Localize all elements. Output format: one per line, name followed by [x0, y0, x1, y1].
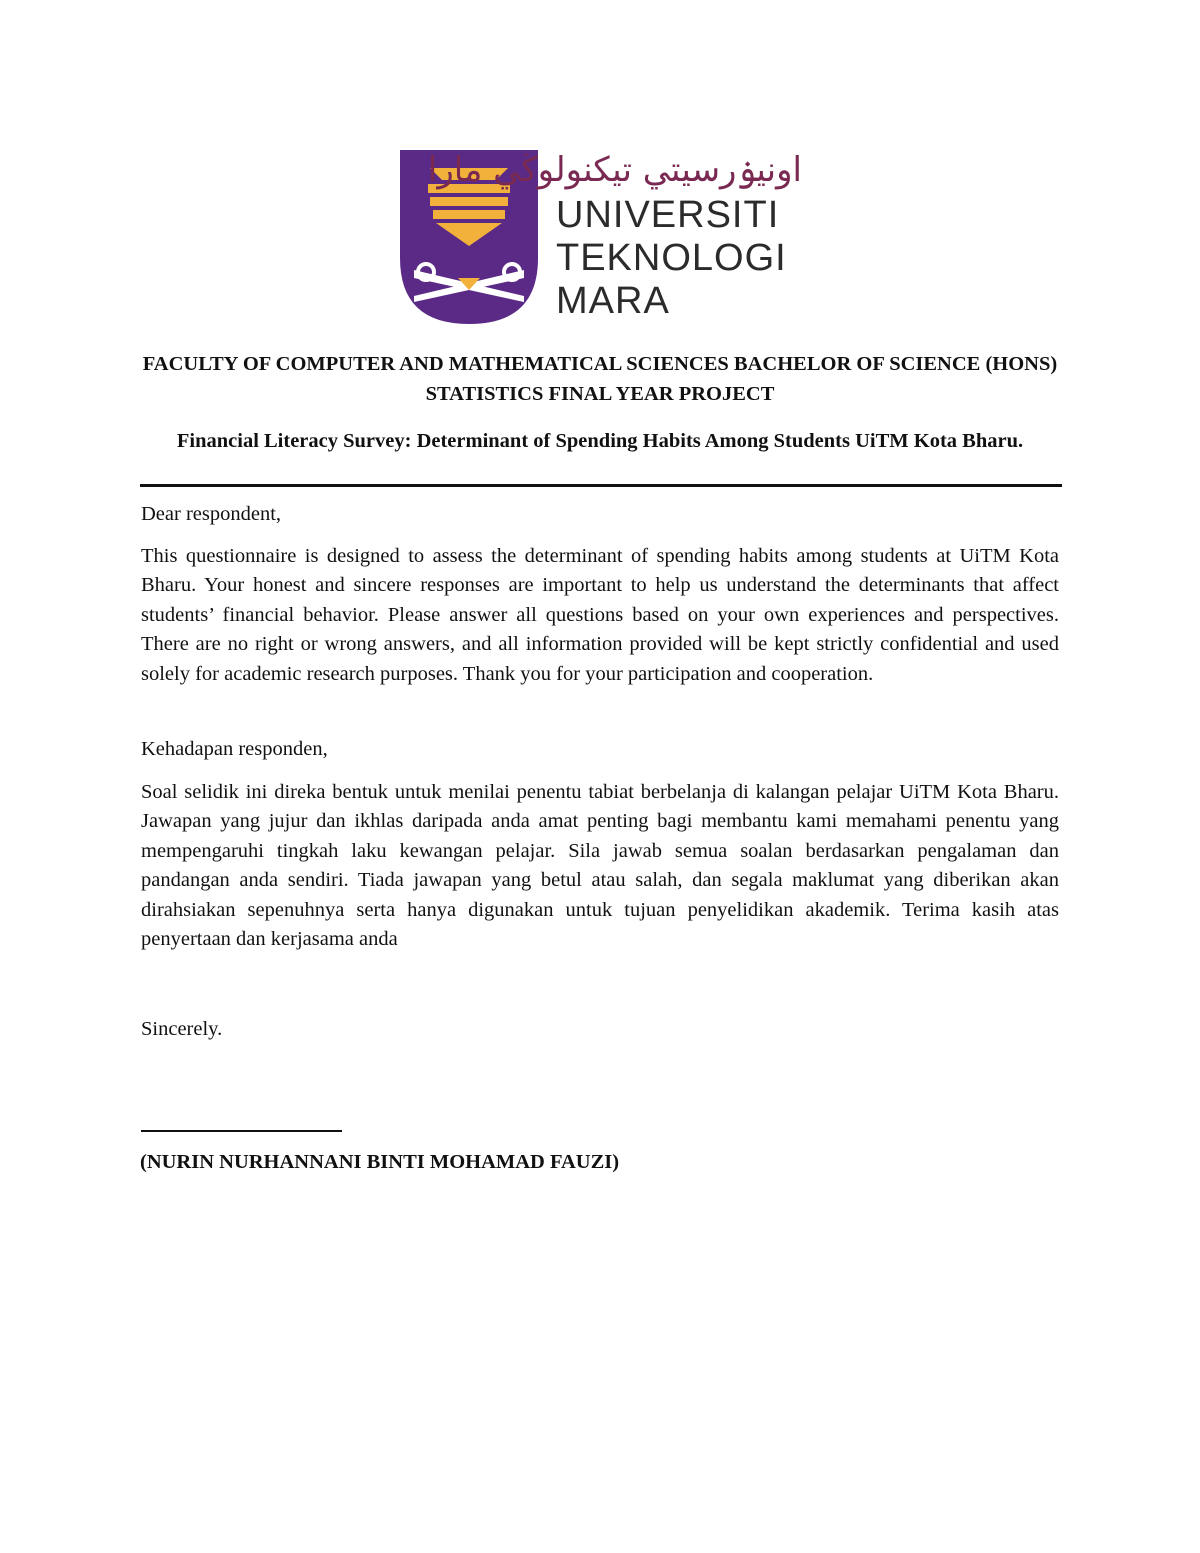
- title-divider: [140, 484, 1062, 487]
- signatory-name: (NURIN NURHANNANI BINTI MOHAMAD FAUZI): [140, 1151, 620, 1173]
- faculty-heading: FACULTY OF COMPUTER AND MATHEMATICAL SCIENCES BACHELOR OF SCIENCE (HONS) STATISTICS FINAL YEAR PROJECT: [142, 353, 1058, 405]
- university-logo: [400, 150, 802, 324]
- salutation-malay: Kehadapan responden,: [141, 738, 328, 760]
- wordmark-line: UNIVERSITI: [556, 194, 780, 236]
- closing: Sincerely.: [141, 1018, 223, 1040]
- wordmark-line: MARA: [556, 280, 670, 322]
- salutation-english: Dear respondent,: [141, 503, 282, 525]
- jawi-university-name: اونيۏرسيتي تيكنولوڬي مارا: [427, 150, 802, 190]
- university-wordmark: [556, 194, 787, 323]
- body-english: This questionnaire is designed to assess the determinant of spending habits among students at UiTM Kota Bharu. Your honest and sincere responses are important to help us understand the determinants that affect students’ financial behavior. Please answer all questions based on your own experiences and perspectives. There are no right or wrong answers, and all information provided will be kept strictly confidential and used solely for academic research purposes. Thank you for your participation and cooperation.: [141, 545, 1059, 685]
- body-malay: Soal selidik ini direka bentuk untuk menilai penentu tabiat berbelanja di kalangan pelajar UiTM Kota Bharu. Jawapan yang jujur dan ikhlas daripada anda amat penting bagi membantu kami memahami penentu yang mempengaruhi tingkah laku kewangan pelajar. Sila jawab semua soalan berdasarkan pengalaman dan pandangan anda sendiri. Tiada jawapan yang betul atau salah, dan segala maklumat yang diberikan akan dirahsiakan sepenuhnya serta hanya digunakan untuk tujuan penyelidikan akademik. Terima kasih atas penyertaan dan kerjasama anda: [141, 781, 1059, 951]
- survey-title: Financial Literacy Survey: Determinant of Spending Habits Among Students UiTM Kota Bharu.: [176, 430, 1024, 452]
- wordmark-line: TEKNOLOGI: [556, 237, 787, 279]
- signature-line: [141, 1130, 342, 1132]
